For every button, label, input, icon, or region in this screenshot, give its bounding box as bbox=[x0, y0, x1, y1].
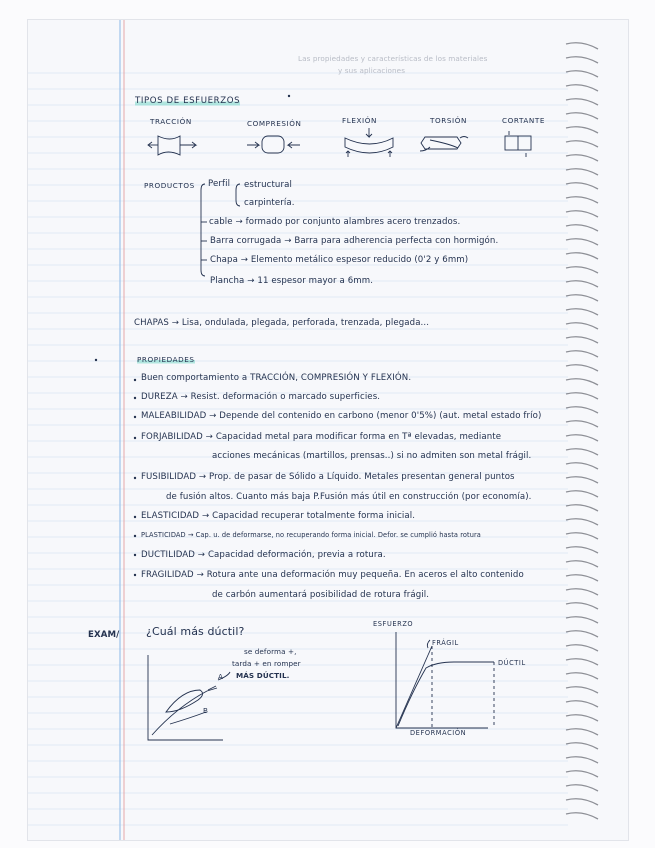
prop-line-4: FORJABILIDAD → Capacidad metal para modificar forma en Tª elevadas, mediante bbox=[141, 432, 502, 442]
prop-line-7: de fusión altos. Cuanto más baja P.Fusión más útil en construcción (por economía). bbox=[166, 492, 532, 502]
stress-sketches bbox=[148, 128, 531, 157]
carpinteria-text: carpintería. bbox=[244, 198, 295, 208]
exam-tag: EXAM/ bbox=[88, 630, 120, 640]
compresion-sketch bbox=[247, 136, 300, 153]
prop-line-10: DUCTILIDAD → Capacidad deformación, previa a rotura. bbox=[141, 550, 386, 560]
propiedades-heading: PROPIEDADES bbox=[137, 355, 195, 364]
prop-line-11: FRAGILIDAD → Rotura ante una deformación muy pequeña. En aceros el alto contenido bbox=[141, 570, 524, 580]
point-b-label: B bbox=[203, 706, 209, 715]
productos-label: PRODUCTOS bbox=[144, 181, 195, 190]
prop-line-5: acciones mecánicas (martillos, prensas..) si no admiten son metal frágil. bbox=[212, 451, 532, 461]
graph-xlabel: DEFORMACIÓN bbox=[410, 729, 467, 737]
flexion-sketch bbox=[345, 128, 393, 157]
label-flexion: FLEXIÓN bbox=[342, 116, 377, 125]
point-a-label: A bbox=[218, 672, 224, 681]
chapas-line: CHAPAS → Lisa, ondulada, plegada, perforada, trenzada, plegada... bbox=[134, 318, 430, 328]
estructural-text: estructural bbox=[244, 180, 292, 190]
margin-lines bbox=[120, 20, 124, 840]
spiral-binding bbox=[566, 43, 598, 819]
torsion-sketch bbox=[420, 137, 468, 152]
cable-text: cable → formado por conjunto alambres acero trenzados. bbox=[209, 217, 461, 227]
label-traccion: TRACCIÓN bbox=[150, 117, 192, 126]
chapa-text: Chapa → Elemento metálico espesor reducido (0'2 y 6mm) bbox=[210, 255, 469, 265]
graph-ylabel: ESFUERZO bbox=[373, 620, 414, 628]
label-compresion: COMPRESIÓN bbox=[247, 119, 302, 128]
exam-question: ¿Cuál más dúctil? bbox=[146, 625, 245, 638]
prop-line-9: PLASTICIDAD → Cap. u. de deformarse, no recuperando forma inicial. Defor. se cumplió hasta rotura bbox=[141, 531, 481, 539]
prop-line-12: de carbón aumentará posibilidad de rotura frágil. bbox=[212, 590, 430, 600]
plancha-text: Plancha → 11 espesor mayor a 6mm. bbox=[210, 276, 374, 286]
tipos-heading: TIPOS DE ESFUERZOS bbox=[135, 96, 241, 106]
perfil-text: Perfil bbox=[208, 179, 231, 189]
graph-fragil: FRÁGIL bbox=[432, 639, 459, 647]
prop-line-1: Buen comportamiento a TRACCIÓN, COMPRESIÓN Y FLEXIÓN. bbox=[141, 373, 412, 383]
exam-note-1: se deforma +, bbox=[244, 647, 297, 656]
prop-line-8: ELASTICIDAD → Capacidad recuperar totalmente forma inicial. bbox=[141, 511, 416, 521]
label-torsion: TORSIÓN bbox=[430, 116, 467, 125]
exam-sketch bbox=[148, 655, 230, 740]
prop-line-3: MALEABILIDAD → Depende del contenido en carbono (menor 0'5%) (aut. metal estado frío) bbox=[141, 411, 542, 421]
bleed-through-text-1: Las propiedades y características de los materiales bbox=[298, 54, 488, 63]
graph-ductil: DÚCTIL bbox=[498, 659, 526, 667]
barra-text: Barra corrugada → Barra para adherencia perfecta con hormigón. bbox=[210, 236, 499, 246]
bleed-through-text-2: y sus aplicaciones bbox=[338, 66, 406, 75]
label-cortante: CORTANTE bbox=[502, 116, 546, 125]
traccion-sketch bbox=[148, 136, 196, 155]
prop-line-2: DUREZA → Resist. deformación o marcado superficies. bbox=[141, 392, 381, 402]
exam-note-2: tarda + en romper bbox=[232, 659, 301, 668]
prop-line-6: FUSIBILIDAD → Prop. de pasar de Sólido a Líquido. Metales presentan general puntos bbox=[141, 472, 515, 482]
ruled-lines bbox=[28, 73, 568, 825]
exam-note-3: MÁS DÚCTIL. bbox=[236, 671, 290, 680]
